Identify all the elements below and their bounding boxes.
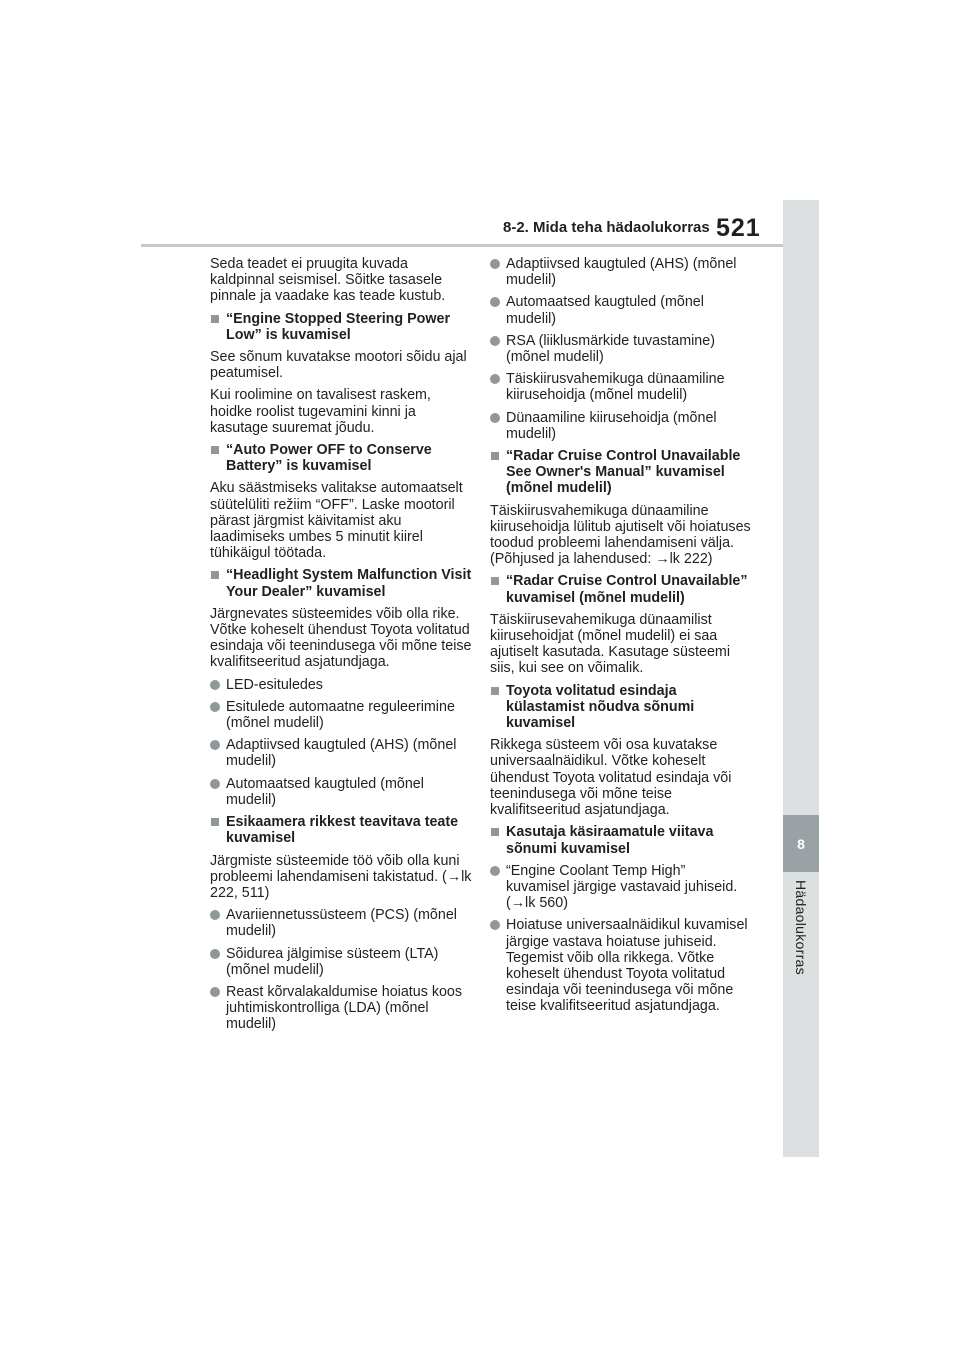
list-item-text: Automaatsed kaugtuled (mõnel mudelil)	[226, 775, 424, 808]
round-bullet-icon	[210, 949, 220, 959]
body-paragraph	[490, 503, 752, 568]
square-bullet-icon	[491, 577, 499, 585]
heading-text: “Radar Cruise Control Unavailable See Owner's Manual” kuvamisel (mõnel mudelil)	[506, 448, 741, 497]
paragraph-text: Täiskiirusevahemikuga dünaamilist kiirusehoidjat (mõnel mudelil) ei saa ajutiselt kasutada. Kasutage süsteemi siis, kui see on võimalik.	[490, 611, 731, 677]
list-item-text: Sõidurea jälgimise süsteem (LTA) (mõnel mudelil)	[226, 945, 439, 978]
content-block	[210, 387, 472, 436]
list-item-text: Adaptiivsed kaugtuled (AHS) (mõnel mudelil)	[226, 737, 457, 770]
content-block	[210, 984, 472, 1033]
content-block	[210, 567, 472, 599]
paragraph-text: Kui roolimine on tavalisest raskem, hoidke roolist tugevamini kinni ja kasutage suuremat jõudu.	[210, 387, 431, 436]
content-block	[210, 311, 472, 343]
heading-text: Toyota volitatud esindaja külastamist nõudva sõnumi kuvamisel	[506, 682, 695, 732]
paragraph-text: Järgnevates süsteemides võib olla rike. Võtke koheselt ühendust Toyota volitatud esindaja või teenindusega või mõne teise kvalifitseeritud asjatundjaga.	[210, 605, 472, 671]
heading-text: “Auto Power OFF to Conserve Battery” is kuvamisel	[226, 442, 432, 475]
paragraph-text: Seda teadet ei pruugita kuvada kaldpinnal seismisel. Sõitke tasasele pinnale ja vaadake kas teade kustub.	[210, 256, 446, 305]
content-block	[490, 294, 752, 326]
section-heading	[490, 573, 752, 605]
section-heading	[210, 567, 472, 599]
content-block	[490, 917, 752, 1014]
list-item-text: Reast kõrvalakaldumise hoiatus koos juhtimiskontrolliga (LDA) (mõnel mudelil)	[226, 983, 463, 1033]
section-heading	[490, 448, 752, 497]
header-divider	[141, 244, 783, 247]
body-paragraph	[210, 853, 472, 902]
content-block	[210, 814, 472, 846]
content-block	[490, 410, 752, 442]
content-block	[210, 946, 472, 978]
content-block	[210, 677, 472, 693]
body-paragraph	[210, 349, 472, 381]
round-bullet-icon	[210, 680, 220, 690]
body-paragraph	[210, 480, 472, 561]
content-block	[490, 683, 752, 732]
content-block	[490, 612, 752, 677]
square-bullet-icon	[211, 571, 219, 579]
section-heading	[210, 311, 472, 343]
list-item	[210, 946, 472, 978]
content-block	[210, 776, 472, 808]
list-item	[490, 917, 752, 1014]
paragraph-text: Järgmiste süsteemide töö võib olla kuni probleemi lahendamiseni takistatud. (→lk 222, 511)	[210, 852, 472, 901]
square-bullet-icon	[491, 687, 499, 695]
list-item	[490, 256, 752, 288]
content-block	[490, 448, 752, 497]
body-paragraph	[210, 256, 472, 305]
content-block	[210, 737, 472, 769]
paragraph-text: Täiskiirusvahemikuga dünaamiline kiirusehoidja lülitub ajutiselt või hoiatuses toodud probleemi lahendamiseni välja. (Põhjused ja lahendused: →lk 222)	[490, 502, 751, 568]
page-number: 521	[716, 214, 761, 242]
list-item	[490, 294, 752, 326]
chapter-label: Hädaolukorras	[793, 880, 809, 975]
list-item-text: LED-esituledes	[226, 676, 323, 693]
list-item-text: Täiskiirusvahemikuga dünaamiline kiirusehoidja (mõnel mudelil)	[506, 371, 725, 404]
list-item	[210, 907, 472, 939]
content-block	[490, 503, 752, 568]
heading-text: “Radar Cruise Control Unavailable” kuvamisel (mõnel mudelil)	[506, 573, 748, 606]
list-item	[490, 371, 752, 403]
list-item	[210, 776, 472, 808]
content-block	[490, 737, 752, 818]
round-bullet-icon	[210, 740, 220, 750]
paragraph-text: See sõnum kuvatakse mootori sõidu ajal peatumisel.	[210, 349, 467, 382]
section-heading	[490, 824, 752, 856]
content-block	[490, 371, 752, 403]
body-paragraph	[490, 612, 752, 677]
round-bullet-icon	[490, 297, 500, 307]
round-bullet-icon	[210, 987, 220, 997]
list-item	[490, 863, 752, 912]
list-item-text: “Engine Coolant Temp High” kuvamisel järgige vastavaid juhiseid. (→lk 560)	[506, 862, 738, 912]
list-item	[210, 737, 472, 769]
section-heading	[210, 442, 472, 474]
list-item	[490, 410, 752, 442]
square-bullet-icon	[491, 452, 499, 460]
list-item-text: Adaptiivsed kaugtuled (AHS) (mõnel mudelil)	[506, 256, 737, 289]
content-block	[490, 824, 752, 856]
content-block	[210, 699, 472, 731]
round-bullet-icon	[490, 920, 500, 930]
list-item	[210, 984, 472, 1033]
list-item-text: Avariiennetussüsteem (PCS) (mõnel mudelil)	[226, 907, 457, 940]
list-item	[490, 333, 752, 365]
content-block	[210, 256, 472, 305]
round-bullet-icon	[210, 910, 220, 920]
list-item-text: RSA (liiklusmärkide tuvastamine) (mõnel mudelil)	[506, 332, 715, 366]
content-block	[210, 480, 472, 561]
left-column	[210, 256, 472, 1039]
heading-text: Kasutaja käsiraamatule viitava sõnumi kuvamisel	[506, 824, 714, 857]
content-block	[210, 349, 472, 381]
heading-text: “Headlight System Malfunction Visit Your Dealer” kuvamisel	[226, 567, 472, 600]
round-bullet-icon	[490, 259, 500, 269]
round-bullet-icon	[490, 866, 500, 876]
square-bullet-icon	[491, 828, 499, 836]
square-bullet-icon	[211, 818, 219, 826]
body-paragraph	[490, 737, 752, 818]
list-item-text: Dünaamiline kiirusehoidja (mõnel mudelil)	[506, 409, 717, 442]
content-block	[490, 256, 752, 288]
square-bullet-icon	[211, 315, 219, 323]
list-item	[210, 699, 472, 731]
round-bullet-icon	[490, 413, 500, 423]
list-item-text: Hoiatuse universaalnäidikul kuvamisel järgige vastava hoiatuse juhiseid. Tegemist võib olla rikkega. Võtke koheselt ühendust Toyota volitatud esindaja või teenindusega või mõne teise kvalifitseeritud asjatundjaga.	[506, 917, 748, 1015]
list-item-text: Automaatsed kaugtuled (mõnel mudelil)	[506, 294, 704, 327]
content-block	[210, 606, 472, 671]
content-block	[210, 907, 472, 939]
heading-text: “Engine Stopped Steering Power Low” is kuvamisel	[226, 310, 451, 343]
body-paragraph	[210, 606, 472, 671]
body-paragraph	[210, 387, 472, 436]
list-item	[210, 677, 472, 693]
content-block	[490, 573, 752, 605]
chapter-number: 8	[783, 815, 819, 872]
paragraph-text: Rikkega süsteem või osa kuvatakse universaalnäidikul. Võtke koheselt ühendust Toyota volitatud esindaja või teenindusega või mõne teise kvalifitseeritud asjatundjaga.	[490, 737, 732, 819]
round-bullet-icon	[490, 336, 500, 346]
content-block	[490, 863, 752, 912]
section-heading	[490, 683, 752, 732]
content-block	[490, 333, 752, 365]
paragraph-text: Aku säästmiseks valitakse automaatselt süütelüliti režiim “OFF”. Laske mootoril pärast järgmist käivitamist aku laadimiseks umbes 5 minutit kiirel tühikäigul töötada.	[210, 480, 463, 562]
square-bullet-icon	[211, 446, 219, 454]
content-block	[210, 853, 472, 902]
right-column	[490, 256, 752, 1021]
content-block	[210, 442, 472, 474]
heading-text: Esikaamera rikkest teavitava teate kuvamisel	[226, 814, 459, 847]
section-title: 8-2. Mida teha hädaolukorras	[503, 219, 710, 236]
round-bullet-icon	[490, 374, 500, 384]
chapter-side-tab	[783, 200, 819, 1157]
list-item-text: Esitulede automaatne reguleerimine (mõnel mudelil)	[226, 698, 455, 732]
round-bullet-icon	[210, 779, 220, 789]
section-heading	[210, 814, 472, 846]
round-bullet-icon	[210, 702, 220, 712]
